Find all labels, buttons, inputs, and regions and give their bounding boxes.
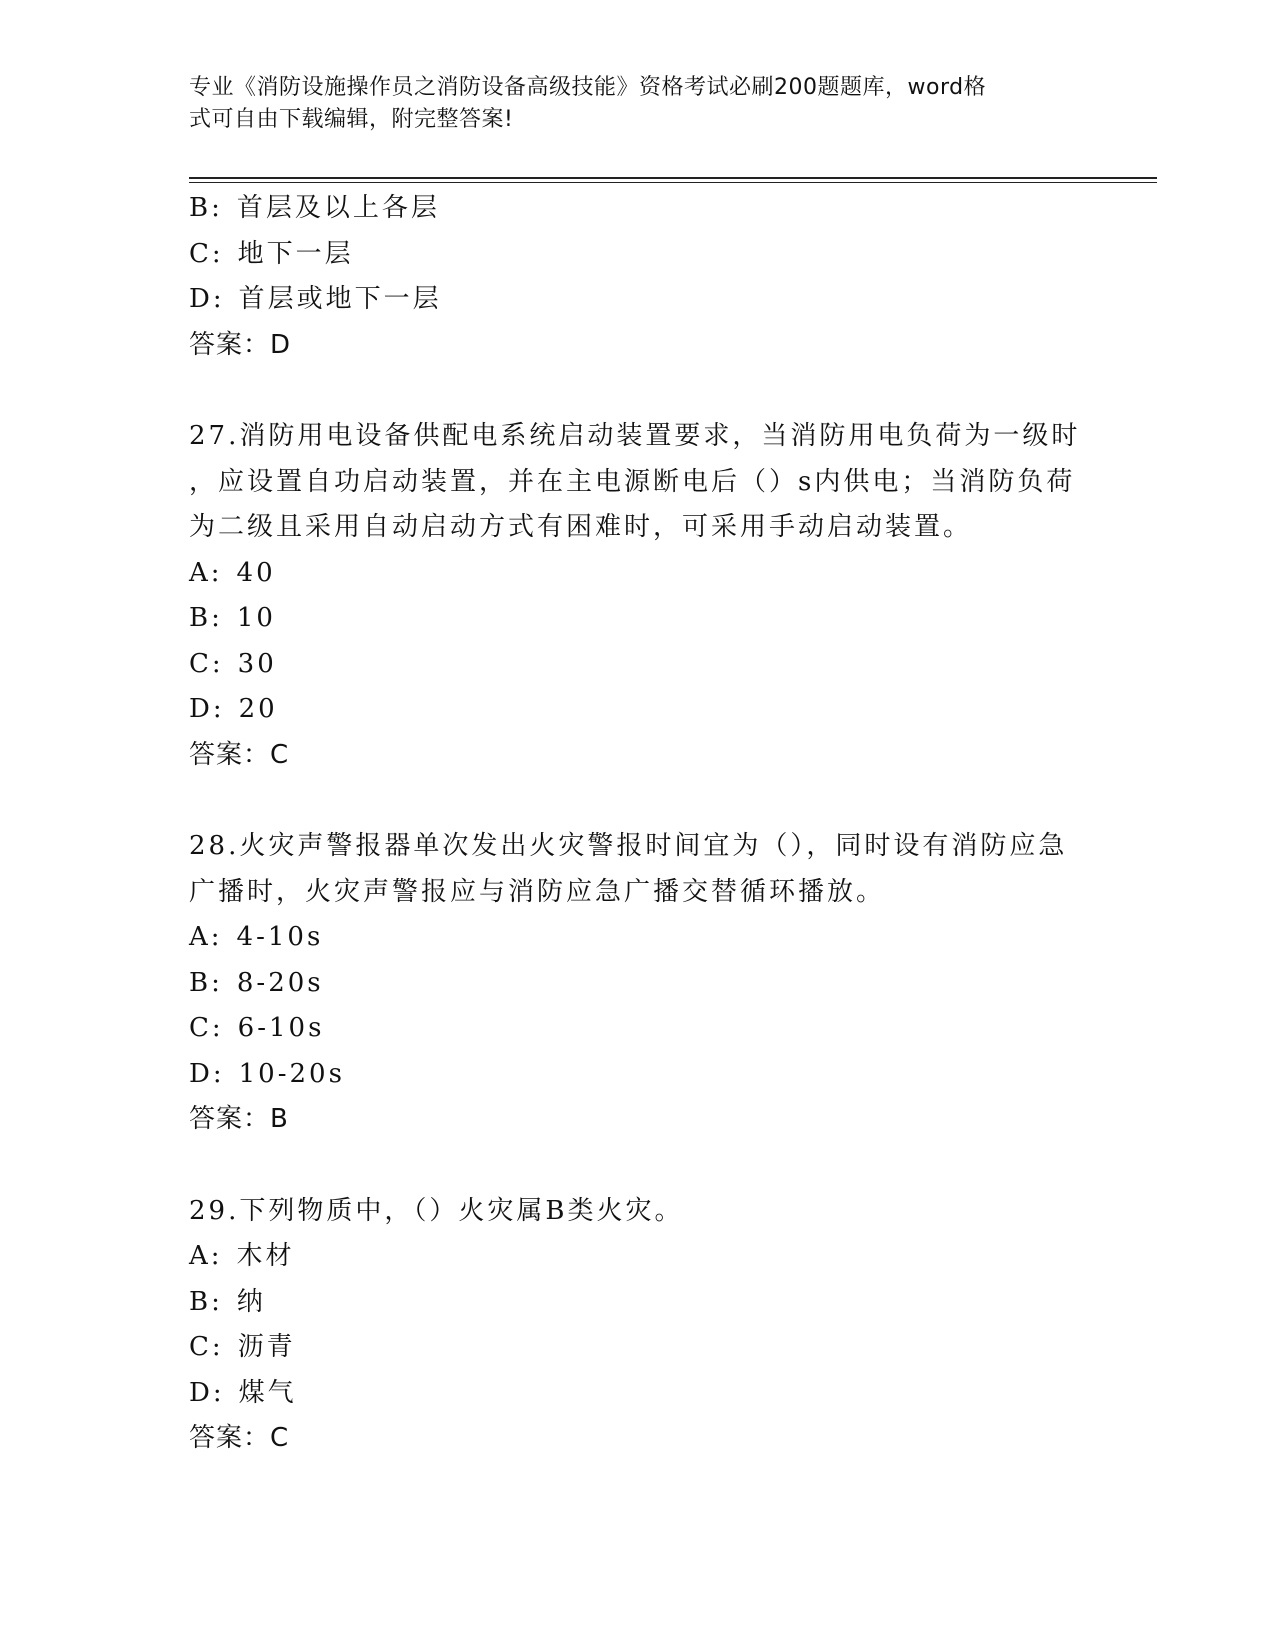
- question-content: [189, 186, 1089, 1462]
- question-stem-line: 29.下列物质中，（）火灾属B类火灾。: [189, 1195, 684, 1226]
- option-text: 首层或地下一层: [238, 284, 442, 314]
- option-letter: C: [189, 238, 212, 269]
- option-letter: B: [189, 603, 212, 633]
- option-text: 30: [237, 648, 277, 679]
- option-separator: :: [211, 193, 223, 223]
- option-text: 4-10s: [236, 922, 324, 952]
- option-text: 20: [238, 694, 278, 724]
- option-letter: D: [189, 284, 213, 314]
- option-letter: D: [189, 694, 213, 724]
- header-title-line-1: 专业《消防设施操作员之消防设备高级技能》资格考试必刷200题题库，word格: [189, 75, 987, 100]
- option-text: 8-20s: [236, 967, 324, 998]
- option-letter: A: [189, 922, 211, 952]
- option-text: 10-20s: [238, 1058, 345, 1089]
- option-letter: B: [189, 967, 212, 998]
- option-line: [189, 961, 1089, 1007]
- option-line: [189, 687, 1089, 733]
- option-line: [189, 1280, 1089, 1326]
- option-letter: B: [189, 1286, 212, 1317]
- option-separator: :: [211, 603, 223, 633]
- option-text: 木材: [236, 1241, 295, 1271]
- option-separator: :: [211, 648, 224, 679]
- question-gap: [189, 368, 1089, 414]
- option-separator: :: [212, 694, 225, 724]
- question-stem-line: 为二级且采用自动启动方式有困难时，可采用手动启动装置。: [189, 512, 973, 542]
- question-stem-line: 27.消防用电设备供配电系统启动装置要求，当消防用电负荷为一级时: [189, 421, 1081, 451]
- option-letter: C: [189, 1332, 212, 1362]
- header-divider-thin: [189, 182, 1157, 183]
- question-gap: [189, 778, 1089, 824]
- header-divider-thick: [189, 177, 1157, 179]
- question-block-continued: [189, 186, 1089, 368]
- option-letter: D: [189, 1377, 213, 1408]
- question-gap: [189, 1143, 1089, 1189]
- option-line: [189, 551, 1089, 597]
- question-block-29: [189, 1189, 1089, 1462]
- document-header: [189, 72, 1069, 136]
- option-letter: A: [189, 557, 211, 588]
- option-separator: :: [210, 1241, 223, 1271]
- question-stem-line: ，应设置自功启动装置，并在主电源断电后（）s内供电；当消防负荷: [189, 466, 1076, 497]
- option-separator: :: [212, 284, 225, 314]
- option-text: 10: [236, 603, 276, 633]
- option-line: [189, 642, 1089, 688]
- option-letter: A: [189, 1241, 211, 1271]
- option-line: [189, 186, 1089, 232]
- answer-line: 答案：C: [189, 1423, 290, 1453]
- answer-line: 答案：B: [189, 1104, 289, 1134]
- option-letter: D: [189, 1058, 213, 1089]
- option-text: 首层及以上各层: [236, 193, 440, 223]
- option-line: [189, 1371, 1089, 1417]
- option-separator: :: [210, 922, 223, 952]
- option-line: [189, 232, 1089, 278]
- option-separator: :: [211, 238, 224, 269]
- option-letter: B: [189, 193, 212, 223]
- option-line: [189, 596, 1089, 642]
- option-text: 40: [236, 557, 276, 588]
- option-letter: C: [189, 1013, 212, 1043]
- question-block-27: [189, 414, 1089, 778]
- option-line: [189, 1006, 1089, 1052]
- option-line: [189, 915, 1089, 961]
- option-text: 地下一层: [237, 238, 354, 269]
- option-text: 沥青: [237, 1332, 296, 1362]
- option-separator: :: [212, 1058, 225, 1089]
- option-separator: :: [211, 1013, 224, 1043]
- option-line: [189, 277, 1089, 323]
- answer-line: 答案：D: [189, 329, 292, 360]
- option-separator: :: [212, 1377, 225, 1408]
- option-line: [189, 1052, 1089, 1098]
- option-separator: :: [211, 1332, 224, 1362]
- question-stem-line: 广播时，火灾声警报应与消防应急广播交替循环播放。: [189, 876, 886, 907]
- answer-line: 答案：C: [189, 739, 290, 770]
- option-separator: :: [210, 557, 223, 588]
- option-text: 煤气: [238, 1377, 297, 1408]
- option-line: [189, 1234, 1089, 1280]
- option-separator: :: [211, 1286, 223, 1317]
- option-separator: :: [211, 967, 223, 998]
- option-letter: C: [189, 648, 212, 679]
- option-text: 6-10s: [237, 1013, 325, 1043]
- question-stem-line: 28.火灾声警报器单次发出火灾警报时间宜为（），同时设有消防应急: [189, 831, 1068, 861]
- option-text: 纳: [236, 1286, 266, 1317]
- option-line: [189, 1325, 1089, 1371]
- header-title-line-2: 式可自由下载编辑，附完整答案!: [189, 107, 514, 132]
- question-block-28: [189, 824, 1089, 1143]
